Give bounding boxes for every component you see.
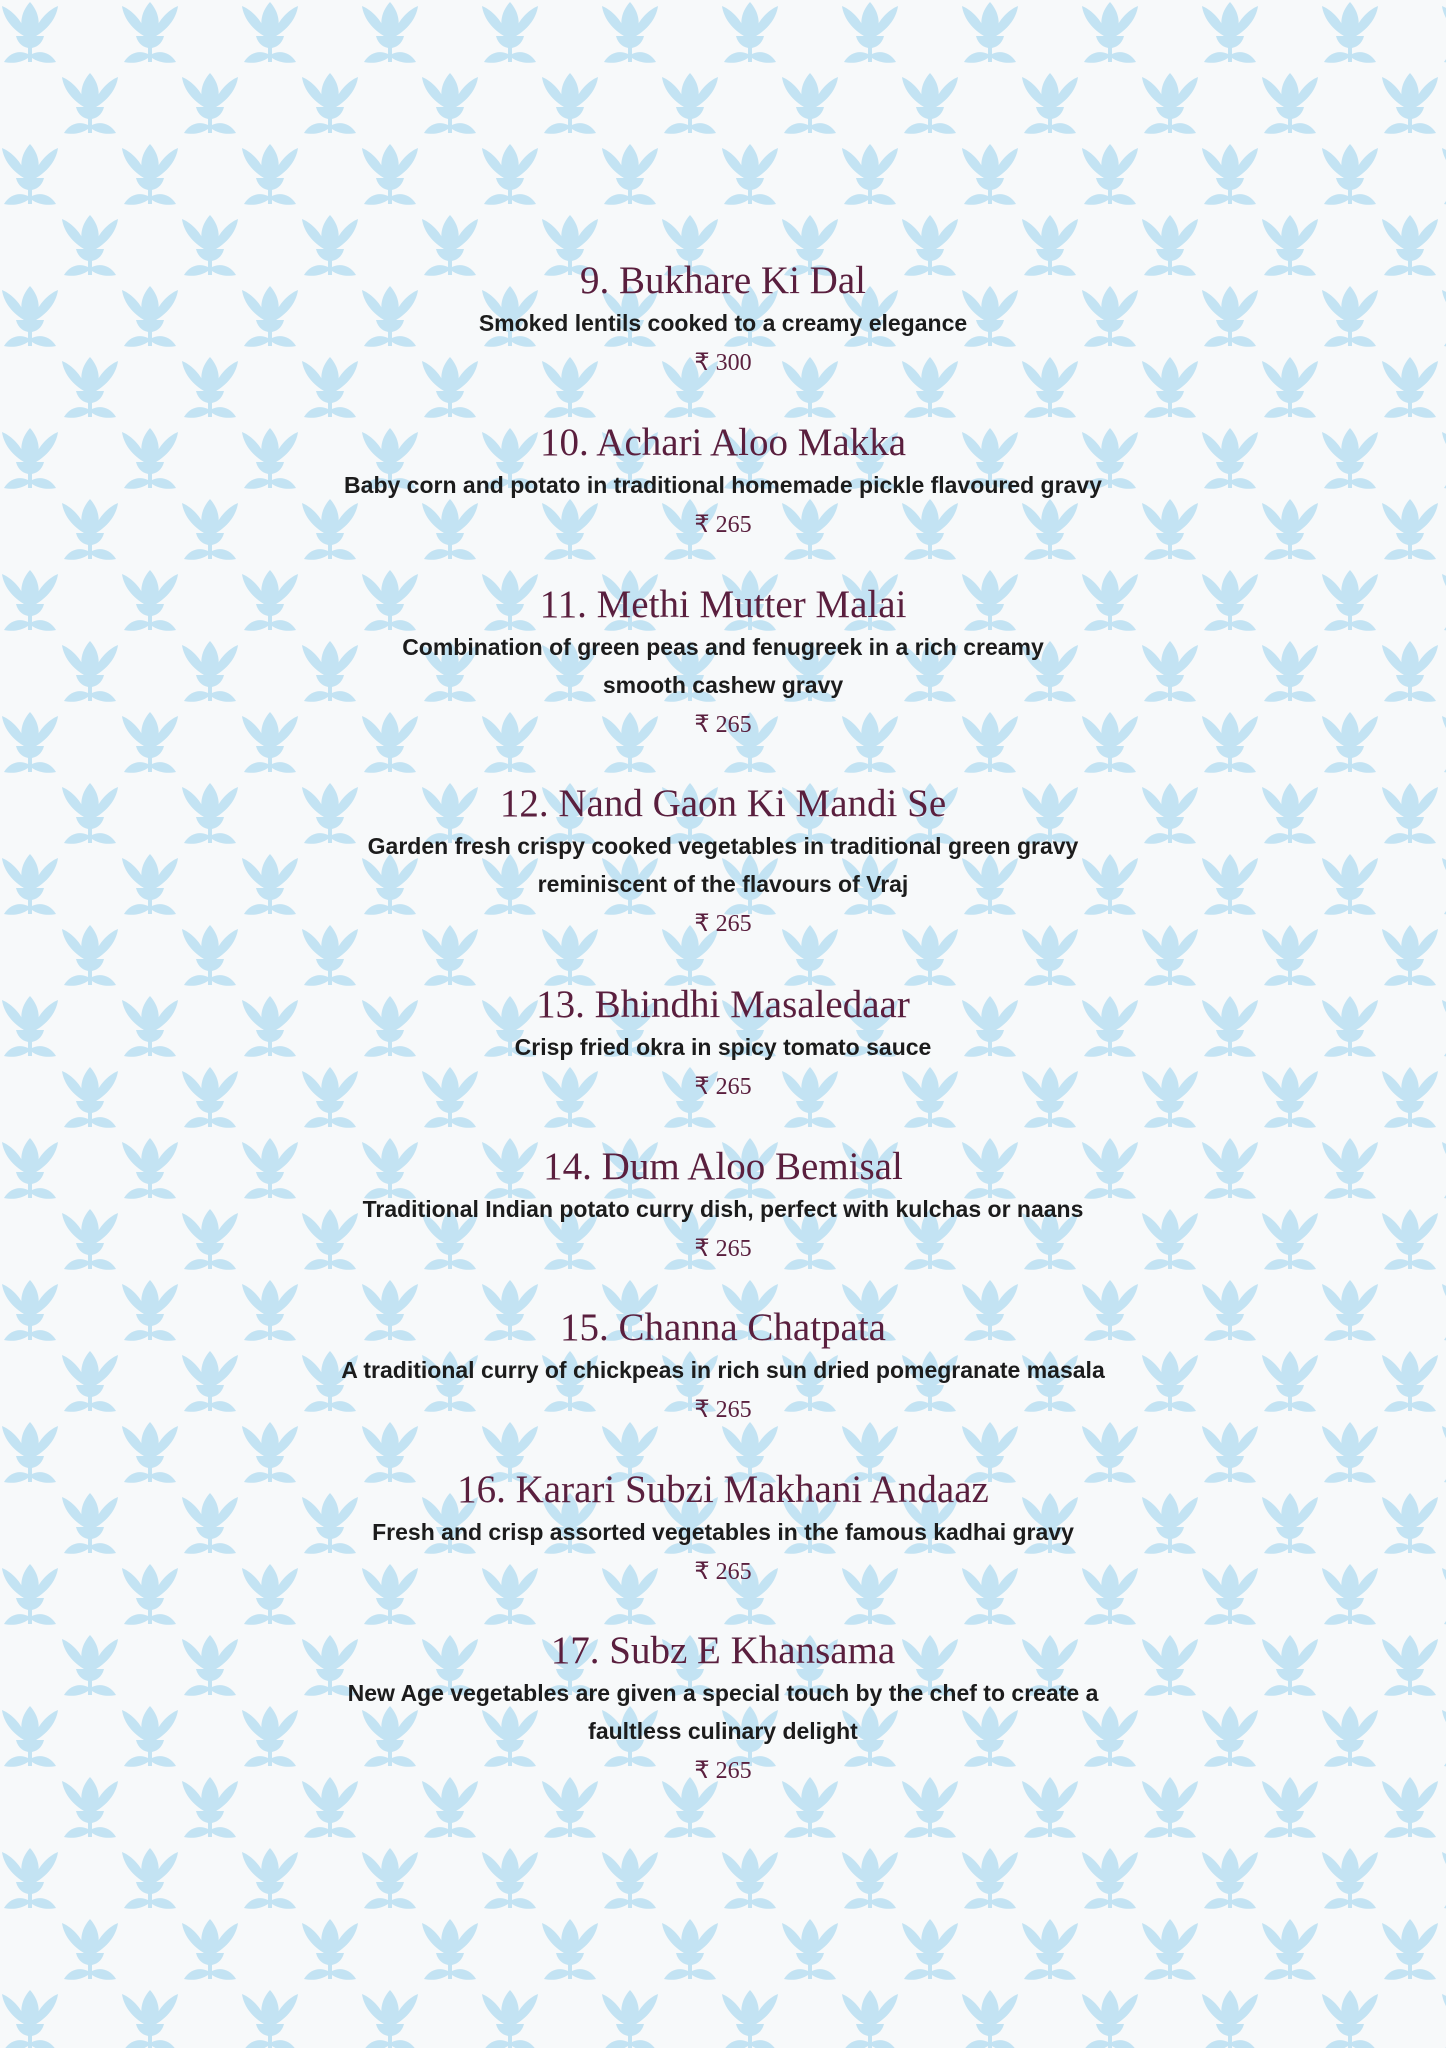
dish-description: smooth cashew gravy bbox=[602, 672, 844, 698]
dish-description: Crisp fried okra in spicy tomato sauce bbox=[514, 1034, 932, 1060]
menu-item bbox=[0, 1628, 1446, 1791]
dish-description: Combination of green peas and fenugreek in a rich creamy bbox=[402, 634, 1044, 660]
dish-name: 9. Bukhare Ki Dal bbox=[580, 259, 866, 302]
dish-description: faultless culinary delight bbox=[588, 1718, 858, 1744]
menu-item bbox=[0, 781, 1446, 944]
dish-price: ₹ 265 bbox=[694, 911, 752, 937]
dish-price: ₹ 265 bbox=[694, 512, 752, 538]
menu-item bbox=[0, 582, 1446, 745]
menu-item bbox=[0, 982, 1446, 1107]
menu-item bbox=[0, 1144, 1446, 1269]
dish-price: ₹ 300 bbox=[694, 350, 752, 376]
dish-name: 10. Achari Aloo Makka bbox=[539, 421, 907, 464]
dish-description: New Age vegetables are given a special touch by the chef to create a bbox=[347, 1680, 1099, 1706]
dish-price: ₹ 265 bbox=[694, 1559, 752, 1585]
dish-name: 11. Methi Mutter Malai bbox=[539, 583, 907, 626]
dish-description: Baby corn and potato in traditional homemade pickle flavoured gravy bbox=[344, 472, 1102, 498]
dish-description: Traditional Indian potato curry dish, perfect with kulchas or naans bbox=[362, 1196, 1084, 1222]
dish-description: Garden fresh crispy cooked vegetables in traditional green gravy bbox=[367, 833, 1079, 859]
dish-name: 12. Nand Gaon Ki Mandi Se bbox=[499, 782, 947, 825]
dish-name: 13. Bhindhi Masaledaar bbox=[536, 983, 910, 1026]
menu-item bbox=[0, 1305, 1446, 1430]
dish-description: Smoked lentils cooked to a creamy elegance bbox=[478, 310, 968, 336]
menu-item bbox=[0, 1467, 1446, 1592]
dish-description: A traditional curry of chickpeas in rich sun dried pomegranate masala bbox=[341, 1357, 1105, 1383]
dish-name: 14. Dum Aloo Bemisal bbox=[543, 1145, 903, 1188]
dish-price: ₹ 265 bbox=[694, 712, 752, 738]
dish-description: Fresh and crisp assorted vegetables in the famous kadhai gravy bbox=[372, 1519, 1074, 1545]
dish-name: 15. Channa Chatpata bbox=[560, 1306, 886, 1349]
dish-description: reminiscent of the flavours of Vraj bbox=[537, 871, 909, 897]
dish-price: ₹ 265 bbox=[694, 1397, 752, 1423]
dish-price: ₹ 265 bbox=[694, 1758, 752, 1784]
dish-name: 16. Karari Subzi Makhani Andaaz bbox=[457, 1468, 989, 1511]
menu-item bbox=[0, 420, 1446, 545]
dish-price: ₹ 265 bbox=[694, 1236, 752, 1262]
dish-name: 17. Subz E Khansama bbox=[550, 1629, 896, 1672]
dish-price: ₹ 265 bbox=[694, 1074, 752, 1100]
menu-item bbox=[0, 258, 1446, 383]
